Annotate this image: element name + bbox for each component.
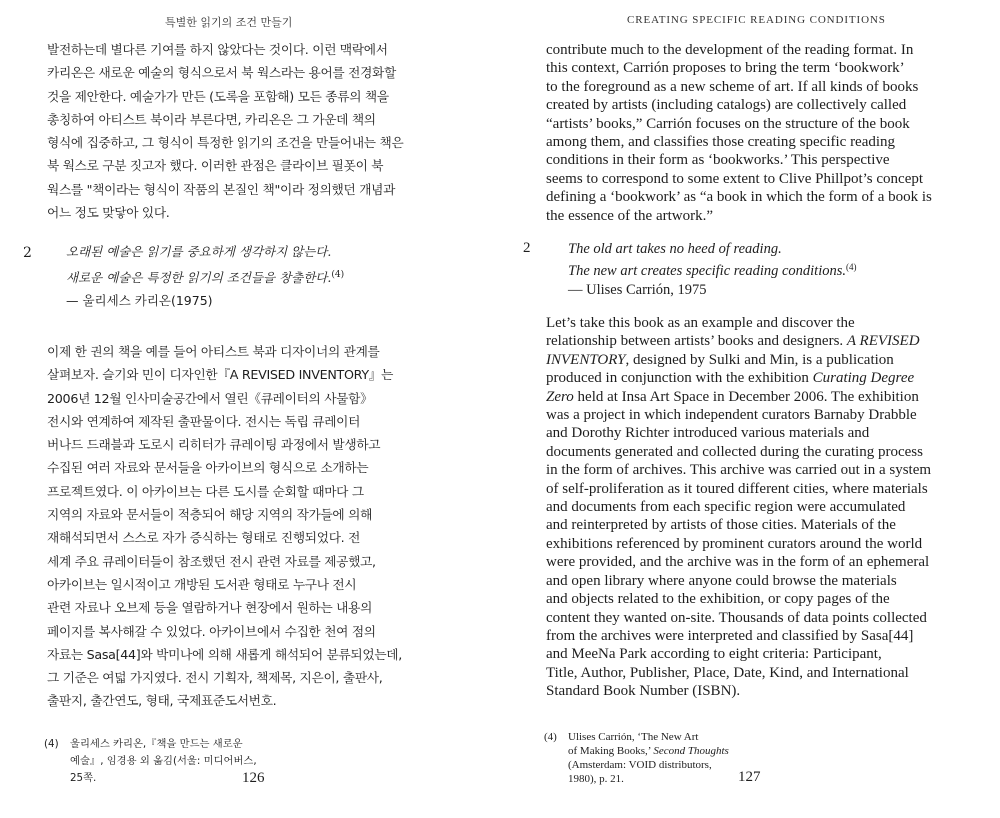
- text-line: and open library where anyone could browse the materials: [546, 572, 897, 589]
- text-line: and objects related to the exhibition, or copy pages of the: [546, 591, 890, 608]
- text-line: among them, and classifies those creating specific reading: [546, 134, 896, 151]
- text-line: 이제 한 권의 책을 예를 들어 아티스트 북과 디자이너의 관계를: [47, 344, 380, 359]
- text-segment: held at Insa Art Space in December 2006. The exhibition: [573, 388, 919, 405]
- korean-paragraph-1: [47, 38, 467, 224]
- text-line: content they wanted on-site. Thousands of data points collected: [546, 609, 927, 626]
- text-line: 재해석되면서 스스로 자가 증식하는 형태로 진행되었다. 전: [47, 530, 361, 546]
- text-line: 발전하는데 별다른 기여를 하지 않았다는 것이다. 이런 맥락에서: [47, 42, 388, 57]
- korean-epigraph: [66, 240, 344, 313]
- footnote-line: 25쪽.: [70, 772, 97, 784]
- korean-paragraph-2: [47, 340, 467, 713]
- footnote-line: (Amsterdam: VOID distributors,: [568, 759, 712, 771]
- text-line: Standard Book Number (ISBN).: [546, 683, 741, 700]
- epigraph-line-1: 오래된 예술은 읽기를 중요하게 생각하지 않는다.: [66, 244, 332, 259]
- footnote-reference[interactable]: (4): [846, 262, 857, 273]
- text-line: contribute much to the development of the reading format. In: [546, 42, 914, 58]
- text-line: 프로젝트였다. 이 아카이브는 다른 도시를 순회할 때마다 그: [47, 483, 364, 499]
- running-head-left: 특별한 읽기의 조건 만들기: [165, 16, 293, 29]
- text-line: Title, Author, Publisher, Place, Date, Kind, and International: [546, 664, 909, 681]
- text-line: 총칭하여 아티스트 북이라 부른다면, 카리온은 그 가운데 책의: [47, 111, 376, 127]
- epigraph-line-2: [66, 264, 344, 290]
- epigraph-line-2-text: The new art creates specific reading conditions.: [568, 263, 847, 280]
- text-line: 페이지를 복사해갈 수 있었다. 아카이브에서 수집한 천여 점의: [47, 623, 376, 639]
- book-title-italic: A REVISED: [846, 333, 920, 350]
- text-line: seems to correspond to some extent to Clive Phillpot’s concept: [546, 170, 924, 187]
- text-line: 자료는 Sasa[44]와 박미나에 의해 새롭게 해석되어 분류되었는데,: [47, 646, 402, 662]
- text-line: 형식에 집중하고, 그 형식이 특정한 읽기의 조건을 만들어내는 책은: [47, 135, 404, 151]
- text-line: and Dorothy Richter introduced various materials and: [546, 425, 870, 442]
- text-line: the essence of the artwork.”: [546, 207, 714, 224]
- running-head-right: CREATING SPECIFIC READING CONDITIONS: [627, 14, 886, 26]
- text-line: 출판지, 출간연도, 형태, 국제표준도서번호.: [47, 693, 277, 709]
- text-line: [546, 351, 976, 369]
- text-line: 2006년 12월 인사미술공간에서 열린《큐레이터의 사물함》: [47, 390, 373, 406]
- text-line: “artists’ books,” Carrión focuses on the structure of the book: [546, 115, 910, 132]
- text-line: were provided, and the archive was in the form of an ephemeral: [546, 554, 930, 571]
- exhibition-title-italic: Curating Degree: [812, 370, 915, 387]
- text-segment: , designed by Sulki and Min, is a publication: [625, 351, 894, 368]
- text-line: 그 기준은 여덟 가지였다. 전시 기획자, 책제목, 지은이, 출판사,: [47, 670, 383, 686]
- text-line: defining a ‘bookwork’ as “a book in which the form of a book is: [546, 189, 932, 206]
- text-line: 아카이브는 일시적이고 개방된 도서관 형태로 누구나 전시: [47, 576, 357, 592]
- text-line: of self-proliferation as it toured different cities, where materials: [546, 480, 928, 497]
- text-line: 어느 정도 맞닿아 있다.: [47, 205, 170, 221]
- text-line: Let’s take this book as an example and discover the: [546, 315, 855, 331]
- epigraph-attribution: — Ulises Carrión, 1975: [568, 281, 707, 298]
- text-line: 것을 제안한다. 예술가가 만든 (도록을 포함해) 모든 종류의 책을: [47, 88, 389, 104]
- english-paragraph-2: [546, 314, 976, 701]
- footnote-number: (4): [44, 738, 59, 750]
- text-line: 관련 자료나 오브제 등을 열람하거나 현장에서 원하는 내용의: [47, 600, 373, 616]
- text-line: from the archives were interpreted and classified by Sasa[44]: [546, 627, 914, 644]
- book-title-italic: INVENTORY: [546, 351, 626, 368]
- epigraph-line-2: [568, 258, 857, 280]
- epigraph-line-1: The old art takes no heed of reading.: [568, 241, 782, 257]
- footnote-line: 1980), p. 21.: [568, 773, 624, 785]
- text-line: and documents from each specific region were accumulated: [546, 499, 906, 516]
- text-line: 북 웍스로 구분 짓고자 했다. 이러한 관점은 클라이브 필폿이 북: [47, 158, 384, 174]
- text-line: and reinterpreted by artists of those cities. Materials of the: [546, 517, 896, 534]
- footnote-number: (4): [544, 731, 557, 743]
- quote-number-left: 2: [23, 245, 32, 261]
- left-page: [0, 0, 490, 818]
- text-line: documents generated and collected during the curating process: [546, 443, 923, 460]
- footnote-line: 예술』, 임경용 외 옮김(서울: 미디어버스,: [70, 755, 257, 767]
- text-line: created by artists (including catalogs) are collectively called: [546, 97, 907, 114]
- text-line: 웍스를 "책이라는 형식이 작품의 본질인 책"이라 정의했던 개념과: [47, 181, 396, 197]
- text-segment: produced in conjunction with the exhibition: [546, 370, 809, 387]
- exhibition-title-italic: Zero: [546, 388, 574, 405]
- text-line: 전시와 연계하여 제작된 출판물이다. 전시는 독립 큐레이터: [47, 413, 361, 429]
- text-line: this context, Carrión proposes to bring the term ‘bookwork’: [546, 60, 905, 77]
- text-line: [546, 388, 976, 406]
- page-number-right: 127: [738, 769, 761, 785]
- epigraph-attribution: — 울리세스 카리온(1975): [66, 293, 213, 308]
- footnote-text: [568, 730, 764, 786]
- page-number-left: 126: [242, 770, 265, 786]
- text-line: conditions in their form as ‘bookworks.’ This perspective: [546, 152, 890, 169]
- footnote-line: [568, 744, 764, 758]
- text-line: exhibitions referenced by prominent curators around the world: [546, 535, 923, 552]
- text-line: 카리온은 새로운 예술의 형식으로서 북 웍스라는 용어를 전경화할: [47, 65, 396, 81]
- footnote-line: Ulises Carrión, ‘The New Art: [568, 731, 699, 743]
- english-paragraph-1: [546, 41, 976, 225]
- text-segment: relationship between artists’ books and designers.: [546, 333, 844, 350]
- text-line: 수집된 여러 자료와 문서들을 아카이브의 형식으로 소개하는: [47, 460, 369, 476]
- text-line: in the form of archives. This archive was carried out in a system: [546, 462, 932, 479]
- right-page: [500, 0, 1000, 818]
- footnote-title-italic: Second Thoughts: [653, 745, 729, 757]
- footnote-segment: of Making Books,’: [568, 745, 654, 757]
- footnote-line: 울리세스 카리온,『책을 만드는 새로운: [70, 738, 243, 750]
- text-line: was a project in which independent curators Barnaby Drabble: [546, 407, 917, 424]
- text-line: 세계 주요 큐레이터들이 참조했던 전시 관련 자료를 제공했고,: [47, 553, 376, 569]
- text-line: 지역의 자료와 문서들이 적층되어 해당 지역의 작가들에 의해: [47, 507, 373, 523]
- footnote-right: [544, 730, 764, 786]
- quote-number-right: 2: [523, 240, 531, 256]
- text-line: 버나드 드래블과 도로시 리히터가 큐레이팅 과정에서 발생하고: [47, 437, 381, 453]
- text-line: [546, 332, 976, 350]
- text-line: 살펴보자. 슬기와 민이 디자인한『A REVISED INVENTORY』는: [47, 367, 394, 383]
- footnote-reference[interactable]: (4): [331, 269, 345, 280]
- epigraph-line-2-text: 새로운 예술은 특정한 읽기의 조건들을 창출한다.: [66, 269, 332, 285]
- text-line: [546, 369, 976, 387]
- english-epigraph: [568, 240, 857, 299]
- text-line: to the foreground as a new scheme of art. If all kinds of books: [546, 78, 919, 95]
- text-line: and MeeNa Park according to eight criteria: Participant,: [546, 646, 882, 663]
